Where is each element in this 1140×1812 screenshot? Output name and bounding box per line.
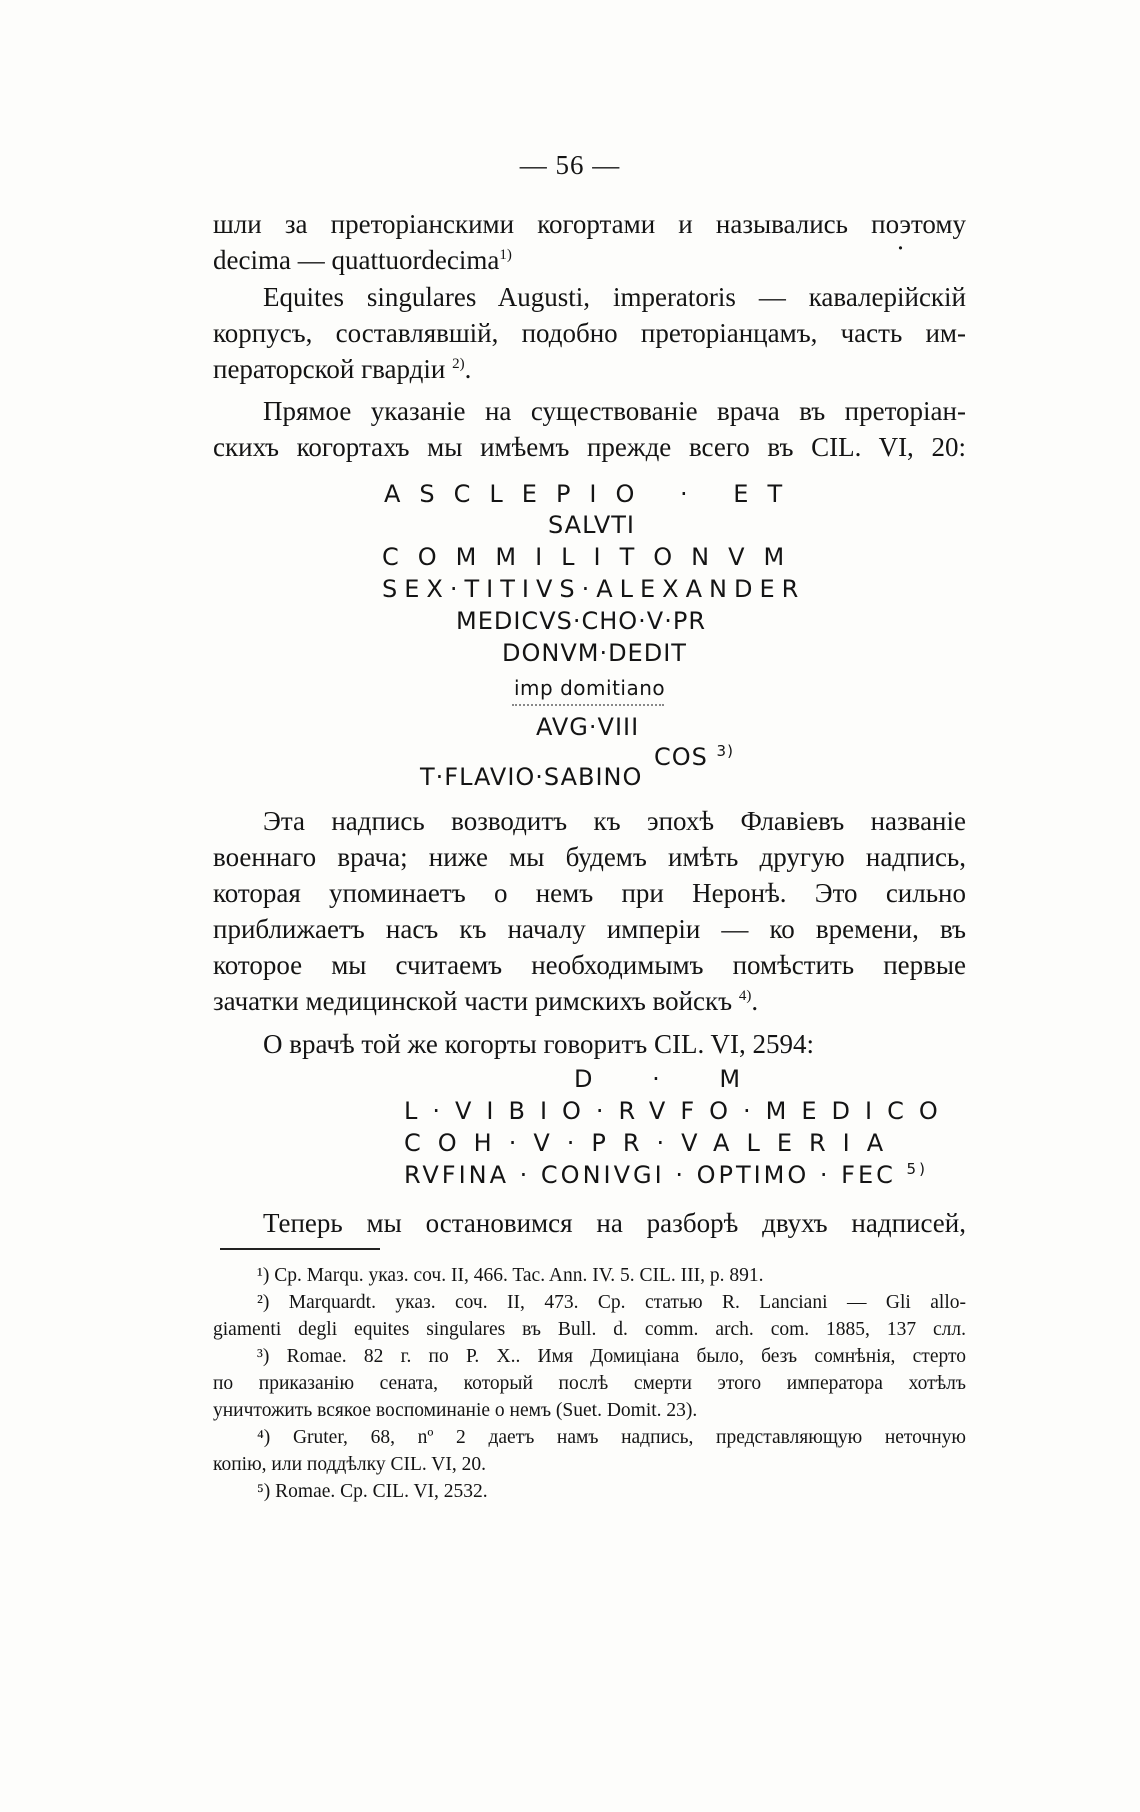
footnote-line: ³) Romae. 82 г. по Р. Х.. Имя Домиціана было, безъ сомнѣнія, стерто bbox=[257, 1346, 966, 1367]
footnote-line: ⁴) Gruter, 68, nº 2 даетъ намъ надпись, представляющую неточную bbox=[257, 1427, 966, 1448]
inscription-erased-line: imp domitiano bbox=[514, 676, 666, 700]
body-line: военнаго врача; ниже мы будемъ имѣть другую надпись, bbox=[213, 842, 966, 872]
body-line: Прямое указаніе на существованіе врача въ преторіан- bbox=[263, 396, 966, 426]
body-line: шли за преторіанскими когортами и назывались поэтому bbox=[213, 209, 966, 239]
footnote-ref: 3) bbox=[716, 742, 734, 760]
body-line: корпусъ, составлявшій, подобно преторіанцамъ, часть им- bbox=[213, 318, 966, 348]
footnote-ref: 2) bbox=[452, 356, 465, 372]
body-line: Теперь мы остановимся на разборѣ двухъ надписей, bbox=[263, 1208, 966, 1238]
body-line: Эта надпись возводитъ къ эпохѣ Флавіевъ названіе bbox=[263, 806, 966, 836]
body-line: decima — quattuordecima$^{1)}$ · bbox=[213, 233, 905, 275]
body-line: приближаетъ насъ къ началу имперіи — ко времени, въ bbox=[213, 914, 966, 944]
inscription-line: ASCLEPIO · ET bbox=[384, 480, 802, 508]
inscription-line: COS $^{3)}$ bbox=[654, 742, 734, 771]
footnote-line: ¹) Cp. Marqu. указ. соч. II, 466. Tac. Ann. IV. 5. CIL. III, p. 891. bbox=[257, 1265, 764, 1286]
stray-mark: · bbox=[896, 233, 905, 263]
inscription-line: AVG·VIII bbox=[536, 713, 640, 741]
erasure-dotted-rule bbox=[512, 704, 664, 706]
inscription-line: D · M bbox=[574, 1065, 767, 1093]
footnote-ref: 1) bbox=[499, 247, 512, 263]
footnote-line: копію, или поддѣлку CIL. VI, 20. bbox=[213, 1454, 486, 1475]
body-line: ператорской гвардіи $^{2)}$. bbox=[213, 354, 472, 384]
body-line: скихъ когортахъ мы имѣемъ прежде всего въ CIL. VI, 20: bbox=[213, 432, 966, 462]
footnote-line: по приказанію сената, который послѣ смерти этого императора хотѣлъ bbox=[213, 1373, 966, 1394]
inscription-line: COMMILITONVM bbox=[382, 543, 804, 571]
body-line: зачатки медицинской части римскихъ войскъ $^{4)}$. bbox=[213, 986, 759, 1016]
footnote-line: уничтожить всякое воспоминаніе о немъ (Suet. Domit. 23). bbox=[213, 1400, 698, 1421]
footnote-line: ²) Marquardt. указ. соч. II, 473. Ср. статью R. Lanciani — Gli allo- bbox=[257, 1292, 966, 1313]
body-line: которая упоминаетъ о немъ при Неронѣ. Это сильно bbox=[213, 878, 966, 908]
inscription-line: SALVTI bbox=[548, 511, 635, 539]
inscription-line: RVFINA · CONIVGI · OPTIMO · FEC $^{5)}$ bbox=[404, 1160, 928, 1189]
footnote-ref: 5) bbox=[906, 1160, 928, 1178]
page-number: — 56 — bbox=[519, 150, 621, 180]
inscription-line: MEDICVS·CHO·V·PR bbox=[456, 607, 706, 635]
body-line: Equites singulares Augusti, imperatoris — кавалерійскій bbox=[263, 282, 966, 312]
footnote-line: giamenti degli equites singulares въ Bull. d. comm. arch. com. 1885, 137 слл. bbox=[213, 1319, 966, 1340]
inscription-line: COH·V·PR·VALERIA bbox=[404, 1129, 901, 1157]
inscription-line: L·VIBIO·RVFO·MEDICO bbox=[404, 1097, 953, 1125]
footnote-ref: 4) bbox=[738, 988, 752, 1004]
body-line: которое мы считаемъ необходимымъ помѣстить первые bbox=[213, 950, 966, 980]
footnote-rule bbox=[220, 1248, 380, 1250]
inscription-line: SEX·TITIVS·ALEXANDER bbox=[382, 575, 806, 603]
body-line: О врачѣ той же когорты говоритъ CIL. VI, 2594: bbox=[263, 1029, 814, 1059]
footnote-line: ⁵) Romae. Ср. CIL. VI, 2532. bbox=[257, 1481, 488, 1502]
inscription-line: DONVM·DEDIT bbox=[502, 639, 687, 667]
inscription-line: T·FLAVIO·SABINO bbox=[420, 763, 643, 791]
